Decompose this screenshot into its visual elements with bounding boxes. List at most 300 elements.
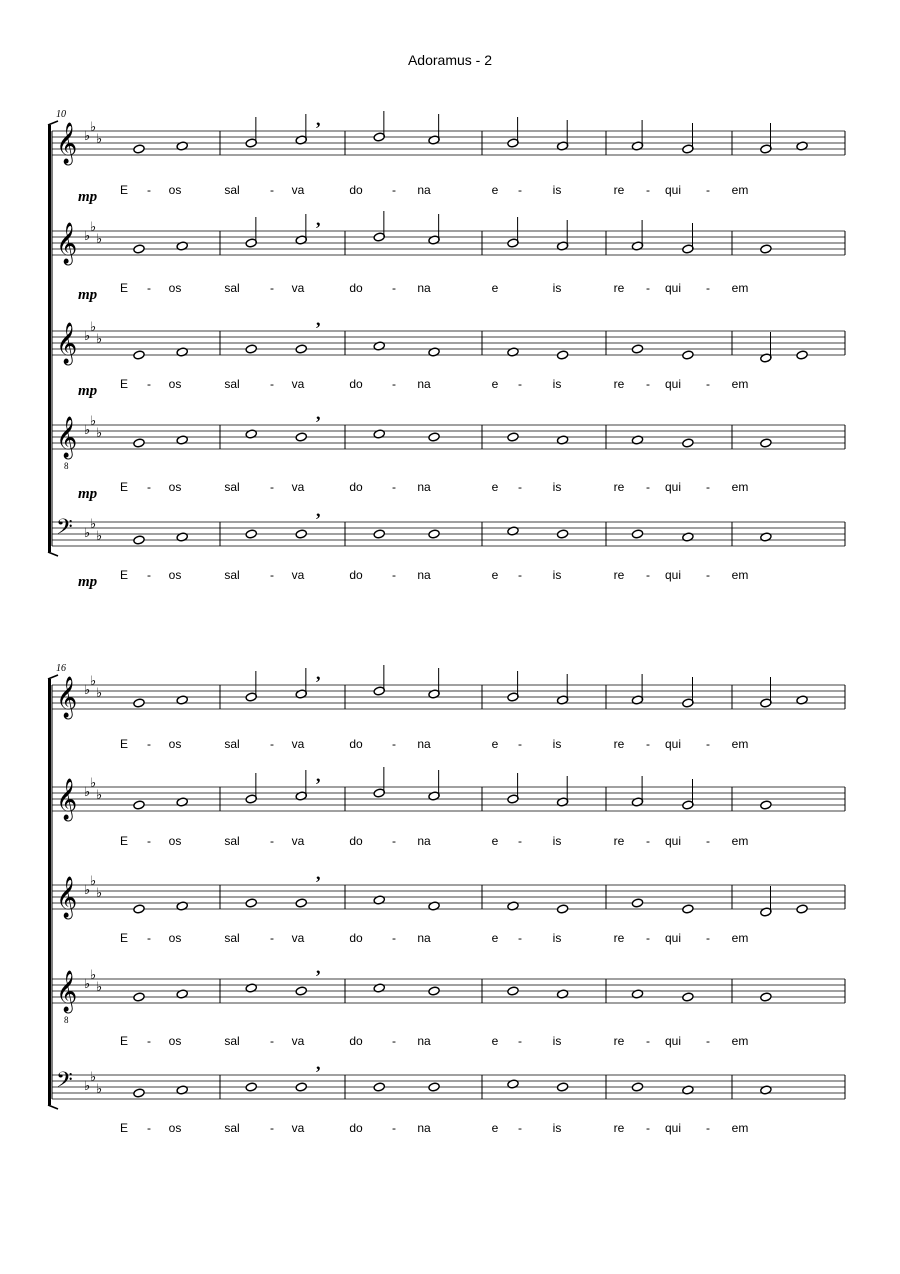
lyric-syllable: -: [518, 1121, 522, 1135]
note: [373, 111, 385, 142]
lyric-syllable: na: [417, 480, 431, 494]
note: [632, 674, 644, 705]
lyric-syllable: -: [646, 1121, 650, 1135]
breath-mark-icon: ,: [316, 109, 321, 129]
note: [245, 898, 257, 908]
lyric-syllable: -: [392, 281, 396, 295]
note: [557, 674, 569, 705]
note: [682, 992, 694, 1002]
lyric-syllable: na: [417, 183, 431, 197]
note: [245, 671, 257, 702]
lyric-syllable: E: [119, 480, 129, 494]
note: [133, 698, 145, 708]
lyric-syllable: -: [518, 183, 522, 197]
lyric-syllable: os: [168, 1121, 182, 1135]
note: [682, 350, 694, 360]
lyric-syllable: is: [552, 1034, 562, 1048]
lyric-syllable: na: [417, 931, 431, 945]
lyric-syllable: os: [168, 183, 182, 197]
lyric-syllable: -: [270, 480, 274, 494]
treble-clef-icon: 𝄞: [56, 323, 78, 364]
lyric-syllable: va: [291, 377, 305, 391]
note: [557, 220, 569, 251]
lyric-syllable: qui: [664, 834, 682, 848]
lyric-syllable: sal: [224, 1034, 240, 1048]
lyric-syllable: is: [552, 377, 562, 391]
note: [632, 120, 644, 151]
lyric-syllable: -: [518, 931, 522, 945]
lyric-syllable: -: [706, 281, 710, 295]
lyric-syllable: qui: [664, 568, 682, 582]
lyric-syllable: e: [491, 931, 499, 945]
lyric-syllable: -: [518, 568, 522, 582]
lyric-syllable: -: [706, 931, 710, 945]
lyric-syllable: em: [731, 931, 749, 945]
treble-clef-icon: 𝄞: [56, 123, 78, 164]
note: [245, 217, 257, 248]
octave-8-marker: 8: [64, 461, 69, 471]
lyric-syllable: e: [491, 568, 499, 582]
note: [682, 438, 694, 448]
lyric-syllable: -: [518, 737, 522, 751]
lyric-syllable: is: [552, 281, 562, 295]
flat-icon: ♭: [96, 980, 103, 995]
lyric-syllable: is: [552, 1121, 562, 1135]
lyric-syllable: -: [392, 568, 396, 582]
flat-icon: ♭: [90, 874, 97, 889]
lyric-syllable: -: [518, 377, 522, 391]
lyric-syllable: sal: [224, 931, 240, 945]
measure-number: 16: [56, 663, 66, 674]
dynamic-marking: mp: [78, 287, 98, 303]
lyric-syllable: e: [491, 834, 499, 848]
lyric-syllable: do: [349, 931, 363, 945]
lyric-syllable: is: [552, 480, 562, 494]
lyric-syllable: qui: [664, 737, 682, 751]
lyric-syllable: em: [731, 737, 749, 751]
lyric-syllable: do: [349, 281, 363, 295]
staff-soprano: [52, 663, 845, 719]
lyric-syllable: -: [270, 1121, 274, 1135]
lyric-syllable: e: [491, 281, 499, 295]
note: [295, 898, 307, 908]
note: [428, 1082, 440, 1092]
note: [682, 123, 694, 154]
breath-mark-icon: ,: [316, 209, 321, 229]
lyric-syllable: -: [147, 183, 151, 197]
lyric-syllable: e: [491, 480, 499, 494]
lyric-syllable: qui: [664, 931, 682, 945]
note: [295, 114, 307, 145]
breath-mark-icon: ,: [316, 500, 321, 520]
lyric-syllable: E: [119, 281, 129, 295]
lyric-syllable: va: [291, 568, 305, 582]
flat-icon: ♭: [90, 776, 97, 791]
lyric-syllable: do: [349, 834, 363, 848]
lyric-syllable: -: [270, 931, 274, 945]
lyric-syllable: qui: [664, 1034, 682, 1048]
lyric-syllable: -: [392, 1121, 396, 1135]
lyric-syllable: -: [706, 568, 710, 582]
lyric-syllable: E: [119, 1121, 129, 1135]
lyric-syllable: -: [706, 1121, 710, 1135]
lyric-syllable: na: [417, 377, 431, 391]
lyric-syllable: va: [291, 1034, 305, 1048]
lyric-syllable: -: [518, 480, 522, 494]
lyric-syllable: do: [349, 1034, 363, 1048]
lyric-syllable: em: [731, 1121, 749, 1135]
lyric-syllable: is: [552, 568, 562, 582]
note: [760, 244, 772, 254]
lyric-syllable: -: [518, 1034, 522, 1048]
lyric-syllable: -: [147, 377, 151, 391]
flat-icon: ♭: [84, 883, 91, 898]
lyric-syllable: -: [706, 737, 710, 751]
lyric-syllable: do: [349, 1121, 363, 1135]
flat-icon: ♭: [84, 683, 91, 698]
lyric-syllable: do: [349, 480, 363, 494]
note: [133, 438, 145, 448]
flat-icon: ♭: [84, 1079, 91, 1094]
lyric-syllable: sal: [224, 568, 240, 582]
lyric-syllable: os: [168, 931, 182, 945]
lyric-syllable: do: [349, 183, 363, 197]
flat-icon: ♭: [96, 132, 103, 147]
lyric-syllable: re: [613, 568, 625, 582]
lyric-syllable: -: [147, 737, 151, 751]
flat-icon: ♭: [90, 1070, 97, 1085]
note: [632, 1082, 644, 1092]
flat-icon: ♭: [90, 674, 97, 689]
lyric-syllable: qui: [664, 183, 682, 197]
note: [428, 432, 440, 442]
note: [557, 904, 569, 914]
staff-soprano: [52, 109, 845, 165]
note: [682, 779, 694, 810]
treble-clef-icon: 𝄞: [56, 779, 78, 820]
lyric-syllable: na: [417, 1034, 431, 1048]
flat-icon: ♭: [84, 129, 91, 144]
note: [295, 214, 307, 245]
flat-icon: ♭: [84, 785, 91, 800]
note: [295, 770, 307, 801]
lyric-syllable: e: [491, 377, 499, 391]
lyric-syllable: -: [392, 480, 396, 494]
note: [295, 668, 307, 699]
breath-mark-icon: ,: [316, 663, 321, 683]
system-bracket: [48, 125, 51, 552]
staff-tenor: [52, 403, 845, 471]
lyric-syllable: os: [168, 377, 182, 391]
staff-bass: [52, 500, 845, 546]
lyric-syllable: -: [646, 834, 650, 848]
note: [760, 992, 772, 1002]
note: [760, 123, 772, 154]
lyric-syllable: -: [147, 480, 151, 494]
lyric-syllable: do: [349, 377, 363, 391]
note: [760, 677, 772, 708]
breath-mark-icon: ,: [316, 765, 321, 785]
lyric-syllable: em: [731, 1034, 749, 1048]
lyric-syllable: re: [613, 183, 625, 197]
note: [245, 1082, 257, 1092]
lyric-syllable: em: [731, 480, 749, 494]
lyric-syllable: os: [168, 568, 182, 582]
lyric-syllable: E: [119, 834, 129, 848]
flat-icon: ♭: [90, 517, 97, 532]
lyric-syllable: sal: [224, 377, 240, 391]
treble-clef-icon: 𝄞: [56, 223, 78, 264]
breath-mark-icon: ,: [316, 309, 321, 329]
lyric-syllable: os: [168, 737, 182, 751]
breath-mark-icon: ,: [316, 957, 321, 977]
breath-mark-icon: ,: [316, 403, 321, 423]
note: [632, 220, 644, 251]
note: [373, 529, 385, 539]
lyric-syllable: is: [552, 737, 562, 751]
lyric-syllable: E: [119, 737, 129, 751]
lyric-syllable: em: [731, 568, 749, 582]
flat-icon: ♭: [96, 232, 103, 247]
lyric-syllable: -: [706, 183, 710, 197]
flat-icon: ♭: [90, 968, 97, 983]
note: [428, 770, 440, 801]
note: [428, 214, 440, 245]
note: [245, 773, 257, 804]
lyric-syllable: re: [613, 737, 625, 751]
flat-icon: ♭: [90, 120, 97, 135]
flat-icon: ♭: [84, 329, 91, 344]
note: [133, 904, 145, 914]
lyric-syllable: -: [392, 737, 396, 751]
lyric-syllable: qui: [664, 480, 682, 494]
lyric-syllable: -: [646, 183, 650, 197]
note: [760, 800, 772, 810]
lyric-syllable: na: [417, 568, 431, 582]
note: [557, 1082, 569, 1092]
lyric-syllable: em: [731, 183, 749, 197]
lyric-syllable: -: [270, 281, 274, 295]
note: [507, 217, 519, 248]
lyric-syllable: E: [119, 568, 129, 582]
staff-mezzo: [52, 209, 845, 265]
lyric-syllable: -: [392, 183, 396, 197]
lyric-syllable: e: [491, 183, 499, 197]
octave-8-marker: 8: [64, 1015, 69, 1025]
lyric-syllable: -: [392, 1034, 396, 1048]
note: [295, 1082, 307, 1092]
lyric-syllable: re: [613, 931, 625, 945]
note: [295, 986, 307, 996]
staff-bass: [52, 1053, 845, 1099]
dynamic-marking: mp: [78, 486, 98, 502]
note: [682, 677, 694, 708]
lyric-syllable: re: [613, 1034, 625, 1048]
staff-tenor: [52, 957, 845, 1025]
note: [557, 529, 569, 539]
bass-clef-icon: 𝄢: [56, 515, 73, 545]
note: [428, 114, 440, 145]
flat-icon: ♭: [84, 423, 91, 438]
breath-mark-icon: ,: [316, 1053, 321, 1073]
lyric-syllable: -: [147, 931, 151, 945]
lyric-syllable: sal: [224, 834, 240, 848]
note: [507, 773, 519, 804]
system-bracket: [48, 679, 51, 1105]
lyric-syllable: E: [119, 377, 129, 391]
lyric-syllable: -: [646, 377, 650, 391]
note: [557, 776, 569, 807]
flat-icon: ♭: [90, 220, 97, 235]
note: [373, 211, 385, 242]
lyric-syllable: -: [646, 931, 650, 945]
lyric-syllable: -: [706, 834, 710, 848]
lyric-syllable: em: [731, 281, 749, 295]
treble-clef-icon: 𝄞: [56, 971, 78, 1012]
lyric-syllable: -: [646, 480, 650, 494]
lyric-syllable: -: [270, 377, 274, 391]
note: [682, 904, 694, 914]
lyric-syllable: is: [552, 931, 562, 945]
note: [507, 117, 519, 148]
lyric-syllable: re: [613, 377, 625, 391]
lyric-syllable: e: [491, 737, 499, 751]
lyric-syllable: E: [119, 1034, 129, 1048]
flat-icon: ♭: [84, 229, 91, 244]
bass-clef-icon: 𝄢: [56, 1068, 73, 1098]
lyric-syllable: sal: [224, 1121, 240, 1135]
lyric-syllable: -: [646, 737, 650, 751]
flat-icon: ♭: [96, 886, 103, 901]
lyric-syllable: va: [291, 1121, 305, 1135]
note: [428, 986, 440, 996]
lyric-syllable: re: [613, 1121, 625, 1135]
note: [428, 668, 440, 699]
lyric-syllable: -: [270, 568, 274, 582]
lyric-syllable: em: [731, 834, 749, 848]
lyric-syllable: va: [291, 480, 305, 494]
flat-icon: ♭: [96, 1082, 103, 1097]
lyric-syllable: -: [706, 480, 710, 494]
lyric-syllable: re: [613, 480, 625, 494]
note: [373, 665, 385, 696]
note: [295, 344, 307, 354]
lyric-syllable: -: [646, 281, 650, 295]
breath-mark-icon: ,: [316, 863, 321, 883]
note: [632, 344, 644, 354]
lyric-syllable: -: [646, 1034, 650, 1048]
note: [295, 529, 307, 539]
note: [557, 350, 569, 360]
note: [682, 223, 694, 254]
treble-clef-icon: 𝄞: [56, 677, 78, 718]
dynamic-marking: mp: [78, 383, 98, 399]
lyric-syllable: -: [147, 281, 151, 295]
note: [760, 438, 772, 448]
lyric-syllable: va: [291, 281, 305, 295]
lyric-syllable: -: [270, 737, 274, 751]
note: [133, 800, 145, 810]
note: [507, 432, 519, 442]
lyric-syllable: os: [168, 281, 182, 295]
lyric-syllable: os: [168, 1034, 182, 1048]
flat-icon: ♭: [84, 977, 91, 992]
flat-icon: ♭: [90, 320, 97, 335]
lyric-syllable: is: [552, 834, 562, 848]
note: [133, 1088, 145, 1098]
note: [507, 986, 519, 996]
note: [133, 535, 145, 545]
note: [245, 529, 257, 539]
note: [373, 767, 385, 798]
flat-icon: ♭: [90, 414, 97, 429]
lyric-syllable: em: [731, 377, 749, 391]
note: [245, 344, 257, 354]
lyric-syllable: do: [349, 568, 363, 582]
lyric-syllable: na: [417, 1121, 431, 1135]
note: [428, 529, 440, 539]
note: [373, 1082, 385, 1092]
note: [632, 776, 644, 807]
flat-icon: ♭: [84, 526, 91, 541]
lyric-syllable: sal: [224, 737, 240, 751]
treble-clef-icon: 𝄞: [56, 417, 78, 458]
flat-icon: ♭: [96, 529, 103, 544]
page-title: Adoramus - 2: [407, 52, 493, 68]
lyric-syllable: -: [270, 183, 274, 197]
lyric-syllable: -: [706, 1034, 710, 1048]
lyric-syllable: e: [491, 1121, 499, 1135]
lyric-syllable: -: [147, 1121, 151, 1135]
dynamic-marking: mp: [78, 574, 98, 590]
lyric-syllable: E: [119, 183, 129, 197]
note: [133, 144, 145, 154]
lyric-syllable: os: [168, 834, 182, 848]
note: [632, 529, 644, 539]
note: [632, 898, 644, 908]
lyric-syllable: qui: [664, 281, 682, 295]
note: [557, 120, 569, 151]
lyric-syllable: -: [706, 377, 710, 391]
lyric-syllable: -: [147, 1034, 151, 1048]
lyric-syllable: re: [613, 281, 625, 295]
dynamic-marking: mp: [78, 189, 98, 205]
lyric-syllable: na: [417, 281, 431, 295]
lyric-syllable: -: [518, 834, 522, 848]
lyric-syllable: va: [291, 931, 305, 945]
lyric-syllable: sal: [224, 183, 240, 197]
flat-icon: ♭: [96, 788, 103, 803]
lyric-syllable: -: [147, 834, 151, 848]
note: [796, 350, 808, 360]
lyric-syllable: os: [168, 480, 182, 494]
lyric-syllable: do: [349, 737, 363, 751]
note: [133, 992, 145, 1002]
note: [507, 671, 519, 702]
staff-alto: [52, 309, 845, 365]
treble-clef-icon: 𝄞: [56, 877, 78, 918]
lyric-syllable: qui: [664, 1121, 682, 1135]
lyric-syllable: -: [270, 834, 274, 848]
lyric-syllable: qui: [664, 377, 682, 391]
flat-icon: ♭: [96, 686, 103, 701]
note: [133, 350, 145, 360]
lyric-syllable: va: [291, 834, 305, 848]
lyric-syllable: re: [613, 834, 625, 848]
lyric-syllable: sal: [224, 480, 240, 494]
lyric-syllable: va: [291, 737, 305, 751]
lyric-syllable: va: [291, 183, 305, 197]
